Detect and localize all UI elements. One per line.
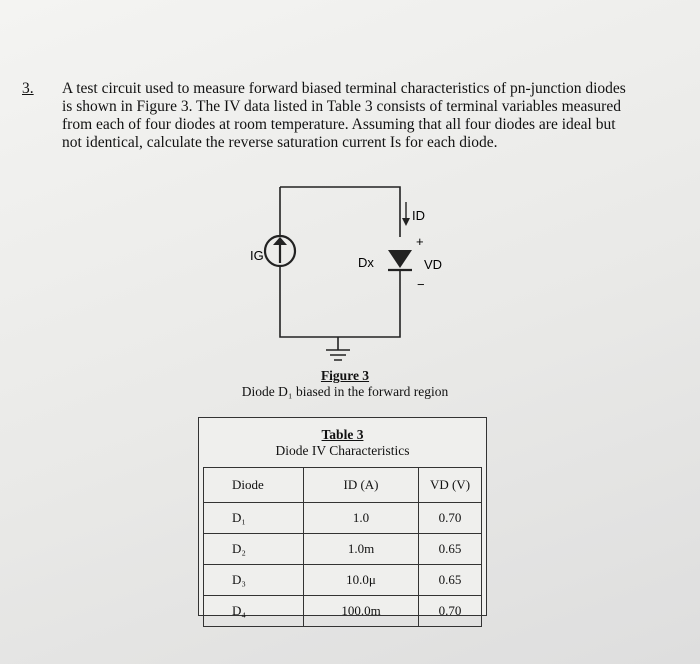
- cell-id: 10.0μ: [304, 565, 419, 596]
- problem-line: is shown in Figure 3. The IV data listed in Table 3 consists of terminal variables measured: [62, 98, 621, 115]
- current-label: ID: [412, 208, 425, 223]
- wire-top: [280, 187, 400, 237]
- table-row: [204, 503, 482, 534]
- table-row: [204, 565, 482, 596]
- minus-label: −: [417, 277, 425, 292]
- problem-number: 3.: [22, 80, 34, 97]
- cell-id: 1.0m: [304, 534, 419, 565]
- diode-symbol-icon: [388, 250, 412, 270]
- cell-vd: 0.70: [419, 503, 482, 534]
- cell-diode: D₁: [204, 503, 304, 534]
- cell-diode: D₄: [204, 596, 304, 627]
- current-source-icon: [265, 236, 295, 266]
- problem-text: [62, 80, 662, 152]
- ground-symbol: [326, 350, 350, 360]
- cell-vd: 0.65: [419, 534, 482, 565]
- source-label: IG: [250, 248, 264, 263]
- problem-line: from each of four diodes at room temperature. Assuming that all four diodes are ideal but: [62, 116, 616, 133]
- problem-line: A test circuit used to measure forward biased terminal characteristics of pn-junction diodes: [62, 80, 626, 97]
- table-row: [204, 534, 482, 565]
- diode-label: Dx: [358, 255, 374, 270]
- cell-diode: D₂: [204, 534, 304, 565]
- problem-line: not identical, calculate the reverse saturation current Is for each diode.: [62, 134, 498, 151]
- cell-vd: 0.70: [419, 596, 482, 627]
- wire-bottom: [280, 267, 400, 337]
- figure-caption: [200, 368, 490, 400]
- header-diode: Diode: [204, 468, 304, 503]
- plus-label: +: [416, 234, 424, 249]
- circuit-diagram: [230, 180, 470, 380]
- table-header-row: [204, 468, 482, 503]
- cell-vd: 0.65: [419, 565, 482, 596]
- header-id: ID (A): [304, 468, 419, 503]
- cell-id: 100.0m: [304, 596, 419, 627]
- figure-title: Figure 3: [320, 368, 370, 383]
- header-vd: VD (V): [419, 468, 482, 503]
- iv-table: [203, 467, 482, 627]
- voltage-label: VD: [424, 257, 443, 272]
- table-row: [204, 596, 482, 627]
- figure-description: Diode D₁ biased in the forward region: [241, 384, 449, 399]
- cell-diode: D₃: [204, 565, 304, 596]
- table-3: [198, 417, 487, 616]
- current-arrow-icon: [402, 202, 410, 226]
- table-title: Table 3: [321, 427, 364, 442]
- cell-id: 1.0: [304, 503, 419, 534]
- table-caption: [199, 427, 486, 459]
- table-description: Diode IV Characteristics: [275, 443, 410, 458]
